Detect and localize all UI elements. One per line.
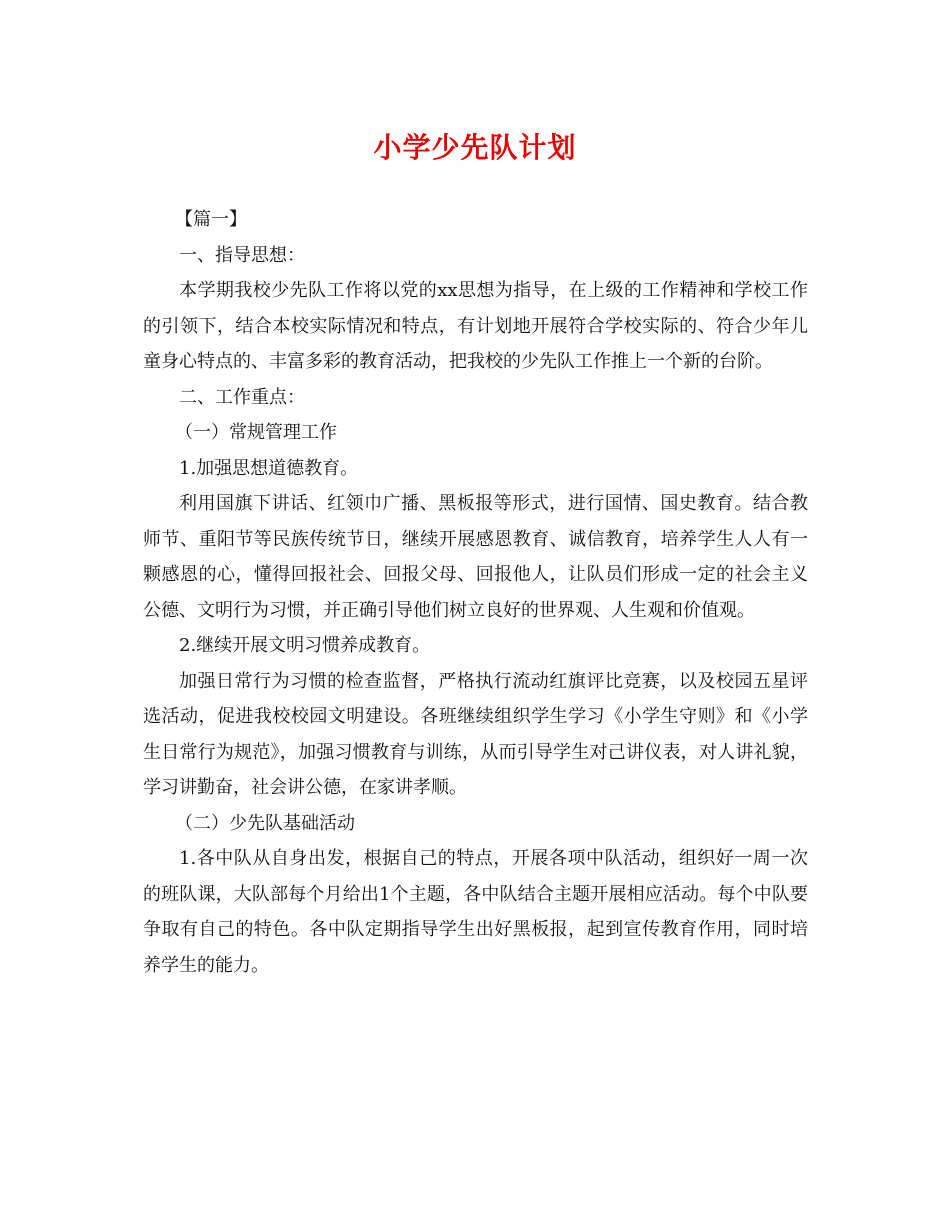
paragraph-civilized-habits: 加强日常行为习惯的检查监督，严格执行流动红旗评比竞赛，以及校园五星评选活动，促进我校校园文明建设。各班继续组织学生学习《小学生守则》和《小学生日常行为规范》，加强习惯教育与训练，从而引导学生对己讲仪表，对人讲礼貌，学习讲勤奋，社会讲公德，在家讲孝顺。 (143, 670, 808, 798)
document-title: 小学少先队计划 (373, 131, 577, 164)
item-moral-education: 1.加强思想道德教育。 (179, 457, 359, 479)
paragraph-squadron-activities: 1.各中队从自身出发，根据自己的特点，开展各项中队活动，组织好一周一次的班队课，大队部每个月给出1个主题，各中队结合主题开展相应活动。每个中队要争取有自己的特色。各中队定期指导学生出好黑板报，起到宣传教育作用，同时培养学生的能力。 (143, 848, 808, 976)
paragraph-section-marker: 【篇一】 (175, 209, 247, 230)
subheading-basic-activities: （二）少先队基础活动 (175, 812, 355, 834)
paragraph-moral-education: 利用国旗下讲话、红领巾广播、黑板报等形式，进行国情、国史教育。结合教师节、重阳节等民族传统节日，继续开展感恩教育、诚信教育，培养学生人人有一颗感恩的心，懂得回报社会、回报父母、回报他人，让队员们形成一定的社会主义公德、文明行为习惯，并正确引导他们树立良好的世界观、人生观和价值观。 (143, 493, 808, 621)
subheading-routine-management: （一）常规管理工作 (175, 422, 337, 443)
paragraph-guiding-ideology: 本学期我校少先队工作将以党的xx思想为指导，在上级的工作精神和学校工作的引领下，结合本校实际情况和特点，有计划地开展符合学校实际的、符合少年儿童身心特点的、丰富多彩的教育活动，把我校的少先队工作推上一个新的台阶。 (143, 280, 808, 372)
heading-guiding-ideology: 一、指导思想： (179, 244, 305, 266)
item-civilized-habits: 2.继续开展文明习惯养成教育。 (179, 635, 431, 656)
heading-work-focus: 二、工作重点： (179, 386, 305, 408)
document-body (143, 202, 808, 983)
